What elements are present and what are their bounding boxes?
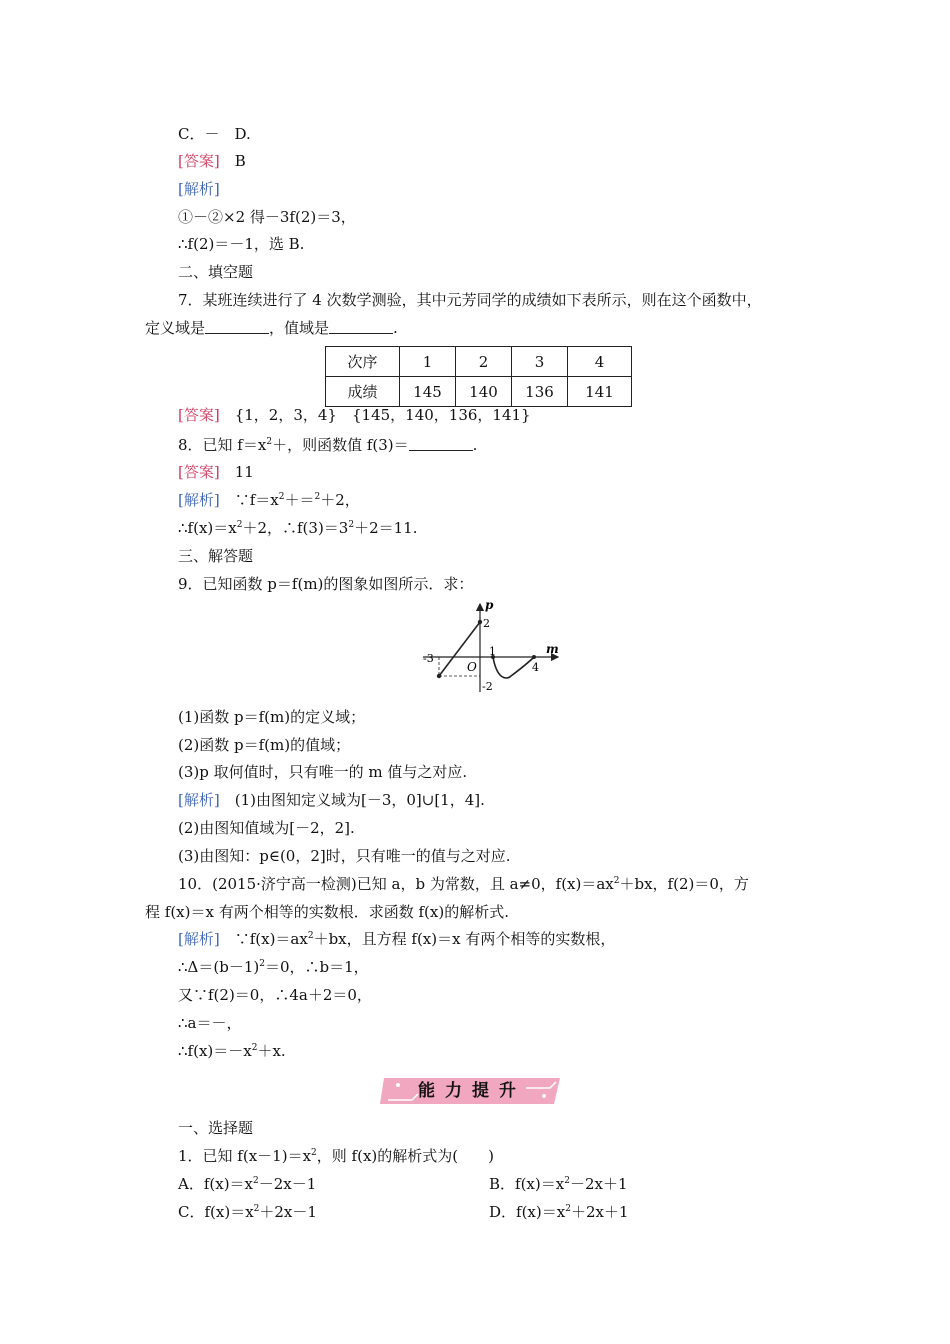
superscript: 2 (236, 520, 243, 530)
superscript: 2 (253, 1176, 259, 1186)
answer-tag: [答案] (178, 406, 220, 424)
analysis-line-8b (178, 518, 417, 538)
superscript: 2 (266, 437, 273, 447)
question-7-line-2 (145, 318, 398, 338)
analysis-line-8 (178, 490, 360, 510)
q8-text-2: ＋，则函数值 f(3)＝ (272, 436, 409, 454)
table-cell: 成绩 (326, 377, 400, 407)
answer-line-1 (178, 151, 246, 171)
q7-blank-range (329, 321, 393, 334)
answer-tag: [答案] (178, 152, 220, 170)
section-choice: 一、选择题 (178, 1119, 254, 1137)
question-1 (178, 1146, 494, 1166)
superscript: 2 (278, 492, 285, 502)
analysis-text: ＋bx，且方程 f(x)＝x 有两个相等的实数根， (313, 930, 616, 948)
analysis-line-10b (178, 957, 369, 977)
analysis-line-9b: (2)由图知值域为[－2，2]. (178, 819, 355, 837)
option-text: C．f(x)＝x (178, 1203, 254, 1221)
q7-domain-label: 定义域是 (145, 319, 206, 337)
option-text: B．f(x)＝x (489, 1175, 565, 1193)
analysis-tag: [解析] (178, 491, 220, 509)
p-axis-label: p (485, 600, 494, 612)
q10-text: 10．(2015·济宁高一检测)已知 a，b 为常数，且 a≠0，f(x)＝ax (178, 875, 614, 893)
q7-period: . (393, 319, 398, 337)
option-text: －2x＋1 (569, 1175, 628, 1193)
graph-endpoint (478, 620, 482, 624)
graph-curve (493, 657, 534, 678)
option-a (178, 1174, 316, 1194)
table-cell: 2 (456, 347, 512, 377)
superscript: 2 (251, 1043, 258, 1053)
option-text: D．f(x)＝x (489, 1203, 566, 1221)
analysis-text: ＋2，∴f(3)＝3 (242, 519, 349, 537)
analysis-text: ∴f(x)＝x (178, 519, 237, 537)
analysis-line-10c: 又∵f(2)＝0，∴4a＋2＝0， (178, 986, 372, 1004)
q10-text: ＋bx，f(2)＝0，方 (619, 875, 749, 893)
analysis-text: ∴Δ＝(b－1) (178, 958, 260, 976)
analysis-line-9 (178, 790, 485, 810)
analysis-line-10d: ∴a＝－， (178, 1014, 242, 1032)
tick-label: -2 (482, 680, 493, 693)
q8-blank (409, 438, 473, 451)
graph-endpoint (532, 655, 536, 659)
answer-line-2 (178, 405, 531, 425)
q9-part-1: (1)函数 p＝f(m)的定义域； (178, 708, 366, 726)
tick-label: 4 (532, 661, 539, 674)
section-answer-questions: 三、解答题 (178, 547, 254, 565)
question-8 (178, 435, 477, 455)
superscript: 2 (259, 959, 265, 969)
superscript: 2 (348, 520, 355, 530)
analysis-text: ＋2＝11. (354, 519, 418, 537)
analysis-tag: [解析] (178, 180, 220, 198)
q9-part-2: (2)函数 p＝f(m)的值域； (178, 736, 351, 754)
superscript: 2 (613, 876, 620, 886)
table-cell: 3 (512, 347, 568, 377)
option-text: ＋2x－1 (259, 1203, 317, 1221)
tick-label: -3 (423, 652, 434, 665)
section-fill-blank: 二、填空题 (178, 263, 254, 281)
option-line-c-d: C．－ D. (178, 125, 251, 143)
answer-text: 11 (219, 463, 254, 481)
answer-text: {1，2，3，4} {145，140，136，141} (219, 406, 531, 424)
question-7-line-1: 7．某班连续进行了 4 次数学测验，其中元芳同学的成绩如下表所示，则在这个函数中， (178, 291, 762, 309)
answer-tag: [答案] (178, 463, 220, 481)
question-10-line-2: 程 f(x)＝x 有两个相等的实数根．求函数 f(x)的解析式. (145, 903, 509, 921)
q1-text: 1．已知 f(x－1)＝x (178, 1147, 312, 1165)
m-axis-label: m (546, 642, 559, 656)
question-9: 9．已知函数 p＝f(m)的图象如图所示．求： (178, 575, 474, 593)
analysis-text: ∵f＝x (219, 491, 279, 509)
superscript: 2 (565, 1204, 571, 1214)
q7-range-label: ，值域是 (269, 319, 330, 337)
score-table (325, 346, 632, 407)
option-text: ＋2x＋1 (570, 1203, 629, 1221)
table-cell: 4 (568, 347, 632, 377)
table-row (326, 347, 632, 377)
analysis-text: ∵f(x)＝ax (219, 930, 308, 948)
option-c (178, 1202, 317, 1222)
analysis-step-1: ①－②×2 得－3f(2)＝3， (178, 208, 356, 226)
function-graph (415, 600, 565, 695)
q1-text: ，则 f(x)的解析式为( ) (316, 1147, 494, 1165)
analysis-text: ＋2， (320, 491, 360, 509)
analysis-tag-line-1 (178, 179, 220, 199)
question-10-line-1 (178, 874, 749, 894)
superscript: 2 (311, 1148, 317, 1158)
analysis-line-9c: (3)由图知：p∈(0，2]时，只有唯一的值与之对应. (178, 847, 511, 865)
answer-text: B (219, 152, 246, 170)
q9-part-3: (3)p 取何值时，只有唯一的 m 值与之对应. (178, 763, 468, 781)
q8-period: . (472, 436, 478, 454)
table-cell: 次序 (326, 347, 400, 377)
option-d (489, 1202, 628, 1222)
tick-label: 1 (489, 645, 496, 658)
q8-text-1: 8．已知 f＝x (178, 436, 267, 454)
analysis-line-10e (178, 1041, 286, 1061)
table-row (326, 377, 632, 407)
table-cell: 136 (512, 377, 568, 407)
analysis-text: (1)由图知定义域为[－3，0]∪[1，4]. (219, 791, 485, 809)
table-cell: 141 (568, 377, 632, 407)
analysis-text: ＋x. (257, 1042, 286, 1060)
option-text: －2x－1 (258, 1175, 317, 1193)
analysis-tag: [解析] (178, 930, 220, 948)
tick-label: 2 (483, 617, 490, 630)
superscript: 2 (314, 492, 321, 502)
origin-label: O (467, 660, 477, 674)
superscript: 2 (253, 1204, 260, 1214)
analysis-text: ＋＝ (284, 491, 315, 509)
answer-line-3 (178, 462, 254, 482)
analysis-tag: [解析] (178, 791, 220, 809)
table-cell: 140 (456, 377, 512, 407)
superscript: 2 (307, 931, 314, 941)
table-cell: 1 (400, 347, 456, 377)
analysis-line-10 (178, 929, 615, 949)
table-cell: 145 (400, 377, 456, 407)
banner-title: 能力提升 (418, 1081, 526, 1101)
superscript: 2 (564, 1176, 570, 1186)
analysis-text: ＝0，∴b＝1， (264, 958, 369, 976)
analysis-step-2: ∴f(2)＝－1，选 B. (178, 235, 305, 253)
option-text: A．f(x)＝x (178, 1175, 254, 1193)
q7-blank-domain (205, 321, 269, 334)
analysis-text: ∴f(x)＝－x (178, 1042, 252, 1060)
option-b (489, 1174, 627, 1194)
